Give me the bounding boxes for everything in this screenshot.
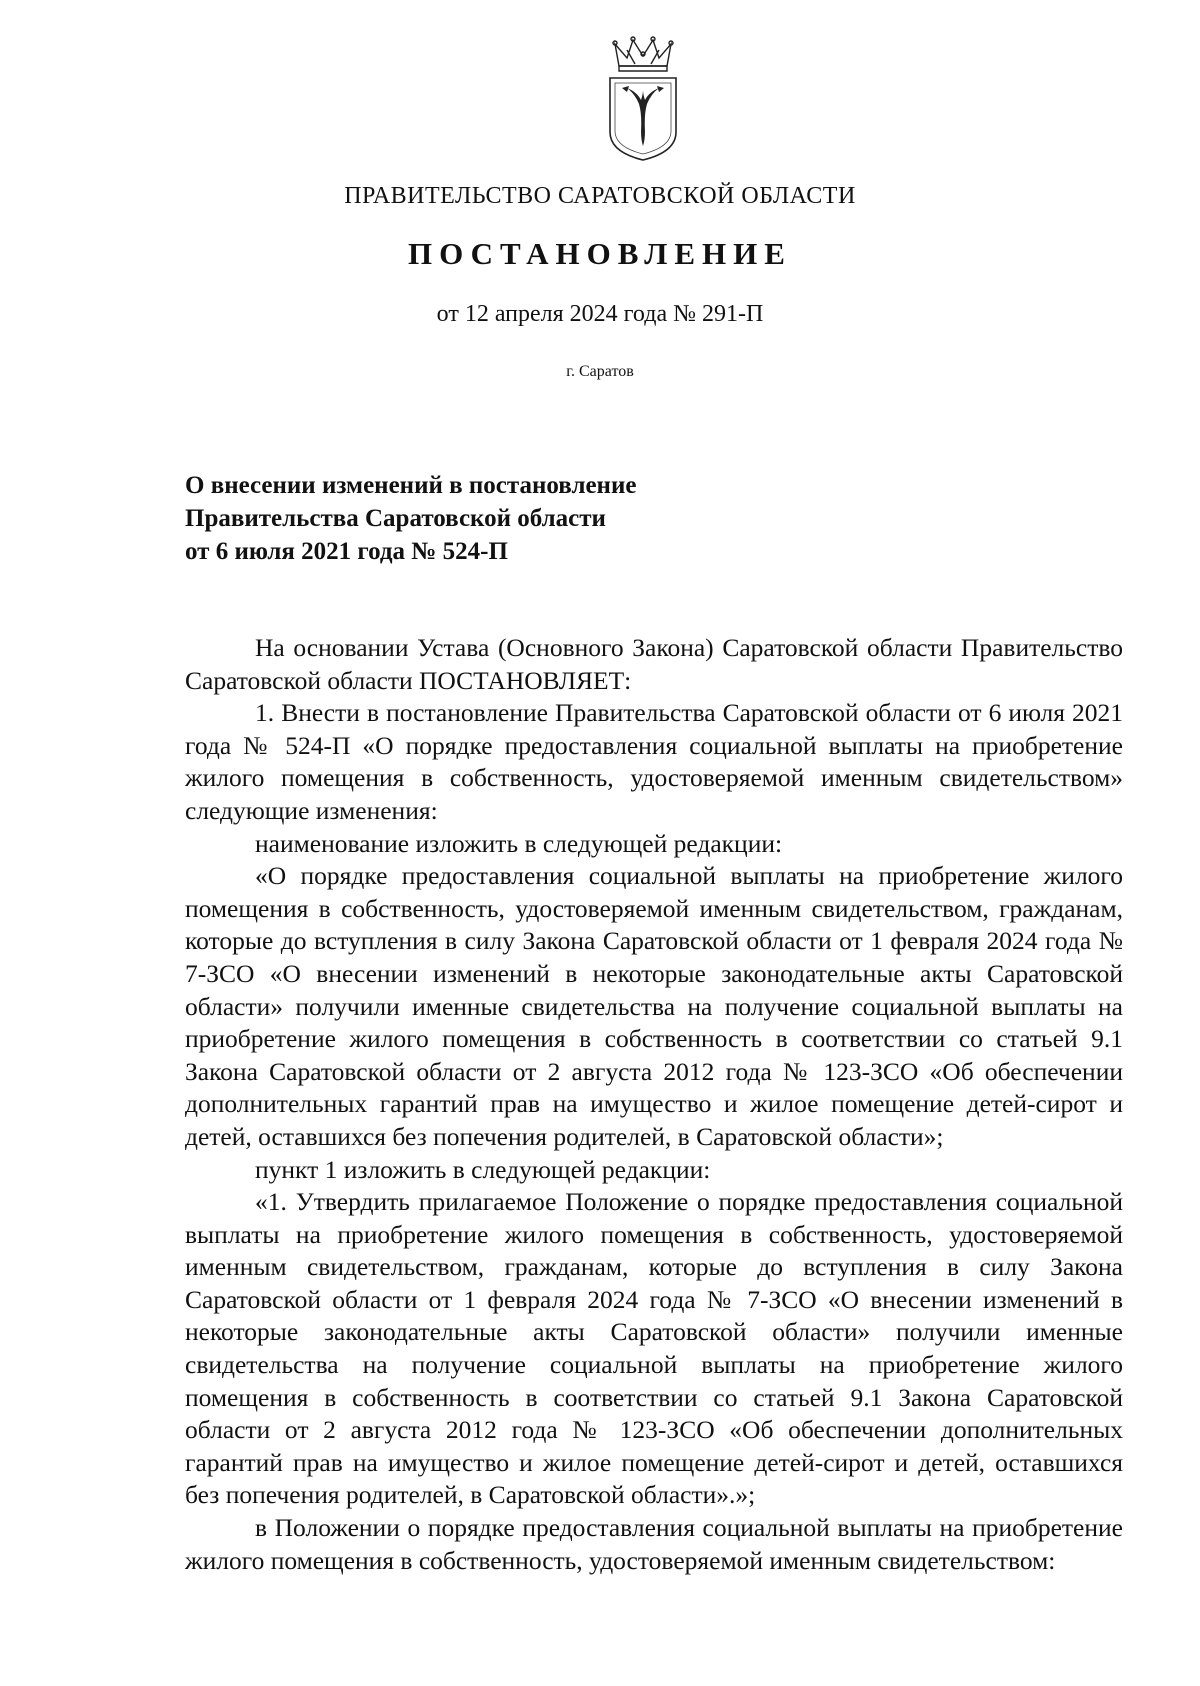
body-paragraph: пункт 1 изложить в следующей редакции:	[255, 1154, 711, 1184]
body-paragraph: в Положении о порядке предоставления социальной выплаты на приобретение жилого помещения в собственность, удостоверяемой именным свидетельством:	[185, 1513, 1123, 1575]
document-city: г. Саратов	[566, 363, 634, 380]
document-subject	[185, 469, 636, 568]
body-paragraph: 1. Внести в постановление Правительства Саратовской области от 6 июля 2021 года № 524-П «О порядке предоставления социальной выплаты на приобретение жилого помещения в собственность, удостоверяемой именным свидетельством» следующие изменения:	[185, 698, 1123, 825]
document-body	[185, 632, 1123, 1577]
subject-line: Правительства Саратовской области	[185, 505, 606, 532]
body-paragraph: На основании Устава (Основного Закона) Саратовской области Правительство Саратовской области ПОСТАНОВЛЯЕТ:	[185, 633, 1123, 695]
document-type: ПОСТАНОВЛЕНИЕ	[408, 236, 792, 271]
government-name: ПРАВИТЕЛЬСТВО САРАТОВСКОЙ ОБЛАСТИ	[344, 183, 856, 209]
saratov-oblast-coat-of-arms-icon	[605, 36, 681, 162]
body-paragraph: наименование изложить в следующей редакции:	[255, 828, 783, 858]
subject-line: от 6 июля 2021 года № 524-П	[185, 538, 508, 565]
body-paragraph: «1. Утвердить прилагаемое Положение о порядке предоставления социальной выплаты на приобретение жилого помещения в собственность, удостоверяемой именным свидетельством, гражданам, которые до вступления в силу Закона Саратовской области от 1 февраля 2024 года № 7-ЗСО «О внесении изменений в некоторые законодательные акты Саратовской области» получили именные свидетельства на получение социальной выплаты на приобретение жилого помещения в собственность в соответствии со статьей 9.1 Закона Саратовской области от 2 августа 2012 года № 123-ЗСО «Об обеспечении дополнительных гарантий прав на имущество и жилое помещение детей-сирот и детей, оставшихся без попечения родителей, в Саратовской области».»;	[185, 1187, 1123, 1510]
body-paragraph: «О порядке предоставления социальной выплаты на приобретение жилого помещения в собственность, удостоверяемой именным свидетельством, гражданам, которые до вступления в силу Закона Саратовской области от 1 февраля 2024 года № 7-ЗСО «О внесении изменений в некоторые законодательные акты Саратовской области» получили именные свидетельства на получение социальной выплаты на приобретение жилого помещения в собственность в соответствии со статьей 9.1 Закона Саратовской области от 2 августа 2012 года № 123-ЗСО «Об обеспечении дополнительных гарантий прав на имущество и жилое помещение детей-сирот и детей, оставшихся без попечения родителей, в Саратовской области»;	[185, 861, 1123, 1151]
document-date-number: от 12 апреля 2024 года № 291-П	[436, 301, 764, 327]
subject-line: О внесении изменений в постановление	[185, 472, 637, 499]
